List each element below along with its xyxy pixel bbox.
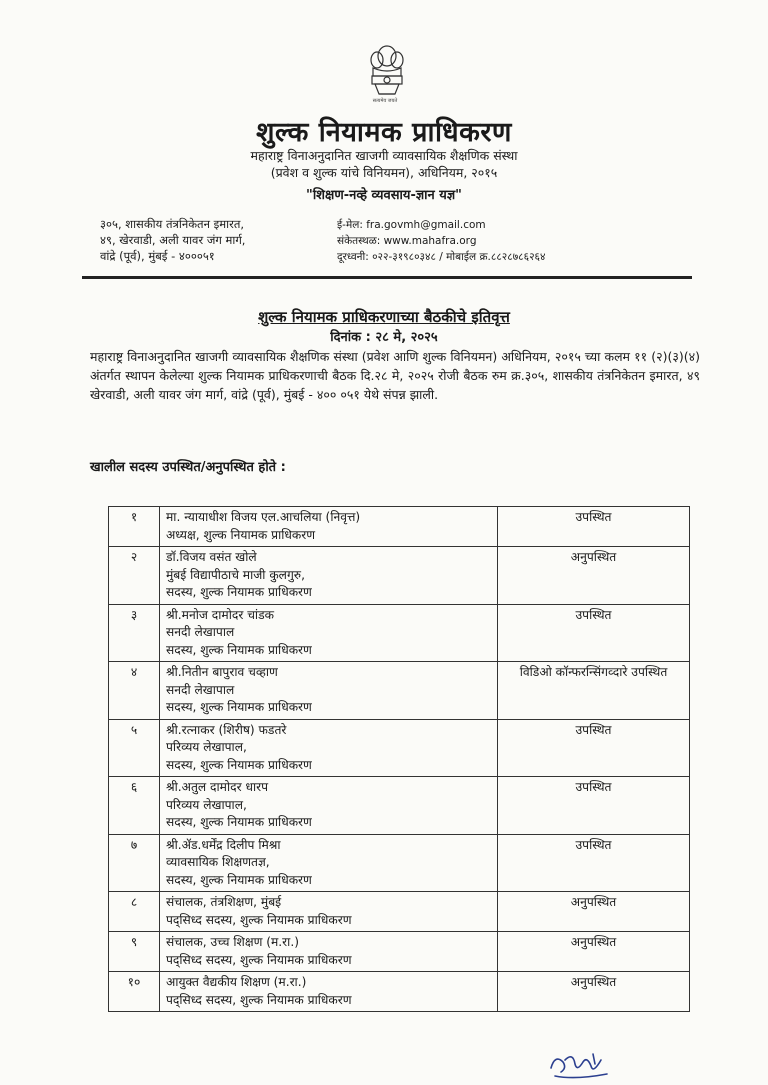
member-number: ५ xyxy=(109,719,160,777)
signature-mark xyxy=(545,1048,615,1082)
member-description xyxy=(160,662,498,720)
national-emblem-icon xyxy=(365,42,409,106)
member-description xyxy=(160,604,498,662)
authority-subtitle-line1: महाराष्ट्र विनाअनुदानित खाजगी व्यावसायिक शैक्षणिक संस्था xyxy=(250,148,518,163)
member-designation: सदस्य, शुल्क नियामक प्राधिकरण xyxy=(166,872,312,887)
table-row xyxy=(109,662,690,720)
emblem-motto: सत्यमेव जयते xyxy=(372,98,398,104)
member-number: १ xyxy=(109,507,160,547)
member-designation: पद्सिध्द सदस्य, शुल्क नियामक प्राधिकरण xyxy=(166,952,352,967)
table-row xyxy=(109,972,690,1012)
member-designation: सदस्य, शुल्क नियामक प्राधिकरण xyxy=(166,815,312,829)
member-designation: पद्सिध्द सदस्य, शुल्क नियामक प्राधिकरण xyxy=(166,992,352,1007)
authority-title: शुल्क नियामक प्राधिकरण xyxy=(256,117,512,148)
member-description xyxy=(160,932,498,972)
member-number: २ xyxy=(109,547,160,605)
members-table xyxy=(108,506,690,1012)
minutes-title xyxy=(0,307,768,327)
member-description xyxy=(160,777,498,835)
member-description xyxy=(160,507,498,547)
table-row xyxy=(109,507,690,547)
attendance-status: अनुपस्थित xyxy=(498,932,690,972)
member-designation: सनदी लेखापाल xyxy=(166,625,235,639)
member-name: श्री.रत्नाकर (शिरीष) फडतरे xyxy=(166,722,287,737)
office-address xyxy=(100,216,245,264)
table-row xyxy=(109,719,690,777)
address-line: वांद्रे (पूर्व), मुंबई - ४०००५१ xyxy=(100,249,215,263)
attendance-status: उपस्थित xyxy=(498,777,690,835)
member-name: श्री.नितीन बापुराव चव्हाण xyxy=(166,665,278,679)
table-row xyxy=(109,834,690,892)
member-name: मा. न्यायाधीश विजय एल.आचलिया (निवृत्त) xyxy=(166,510,361,524)
member-number: ९ xyxy=(109,932,160,972)
member-name: डॉ.विजय वसंत खोले xyxy=(166,550,257,564)
table-row xyxy=(109,547,690,605)
member-number: ८ xyxy=(109,892,160,932)
member-designation: मुंबई विद्यापीठाचे माजी कुलगुरु, xyxy=(166,567,305,582)
member-number: ७ xyxy=(109,834,160,892)
table-row xyxy=(109,777,690,835)
attendance-status: विडिओ कॉन्फरन्सिंगव्दारे उपस्थित xyxy=(498,662,690,720)
contact-details xyxy=(337,217,545,265)
member-designation: सनदी लेखापाल xyxy=(166,682,235,697)
member-designation: परिव्यय लेखापाल, xyxy=(166,740,247,754)
member-name: श्री.ॲड.धर्मेंद्र दिलीप मिश्रा xyxy=(166,837,281,852)
member-name: संचालक, उच्च शिक्षण (म.रा.) xyxy=(166,935,299,949)
member-description xyxy=(160,834,498,892)
member-designation: परिव्यय लेखापाल, xyxy=(166,797,247,812)
member-designation: सदस्य, शुल्क नियामक प्राधिकरण xyxy=(166,585,312,599)
address-line: ४९, खेरवाडी, अली यावर जंग मार्ग, xyxy=(100,233,246,247)
member-designation: व्यावसायिक शिक्षणतज्ञ, xyxy=(166,855,270,869)
member-description xyxy=(160,719,498,777)
table-row xyxy=(109,932,690,972)
attendance-status: उपस्थित xyxy=(498,604,690,662)
contact-website: संकेतस्थळ: www.mahafra.org xyxy=(337,235,477,247)
attendance-status: अनुपस्थित xyxy=(498,547,690,605)
attendance-status: अनुपस्थित xyxy=(498,892,690,932)
attendance-status: उपस्थित xyxy=(498,834,690,892)
member-number: १० xyxy=(109,972,160,1012)
minutes-intro-paragraph: महाराष्ट्र विनाअनुदानित खाजगी व्यावसायिक शैक्षणिक संस्था (प्रवेश आणि शुल्क विनियमन) अधिनियम, २०१५ च्या कलम ११ (२)(३)(४) अंतर्गत स्थापन केलेल्या शुल्क नियामक प्राधिकरणाची बैठक दि.२८ मे, २०२५ रोजी बैठक रुम क्र.३०५, शासकीय तंत्रनिकेतन इमारत, ४९ खेरवाडी, अली यावर जंग मार्ग, वांद्रे (पूर्व), मुंबई - ४०० ०५१ येथे संपन्न झाली. xyxy=(90,349,700,403)
table-row xyxy=(109,604,690,662)
attendance-status: उपस्थित xyxy=(498,507,690,547)
header-divider xyxy=(82,276,692,279)
member-number: ४ xyxy=(109,662,160,720)
authority-subtitle-line2: (प्रवेश व शुल्क यांचे विनियमन), अधिनियम, २०१५ xyxy=(270,165,498,180)
member-description xyxy=(160,547,498,605)
member-designation: सदस्य, शुल्क नियामक प्राधिकरण xyxy=(166,757,312,772)
member-name: संचालक, तंत्रशिक्षण, मुंबई xyxy=(166,895,282,909)
member-designation: सदस्य, शुल्क नियामक प्राधिकरण xyxy=(166,700,312,714)
minutes-date: दिनांक : २८ मे, २०२५ xyxy=(330,330,438,345)
members-heading: खालील सदस्य उपस्थित/अनुपस्थित होते : xyxy=(90,460,286,475)
table-row xyxy=(109,892,690,932)
member-designation: पद्सिध्द सदस्य, शुल्क नियामक प्राधिकरण xyxy=(166,912,352,927)
attendance-status: अनुपस्थित xyxy=(498,972,690,1012)
member-name: श्री.मनोज दामोदर चांडक xyxy=(166,607,274,622)
authority-motto: "शिक्षण-नव्हे व्यवसाय-ज्ञान यज्ञ" xyxy=(306,188,462,203)
contact-email: ई-मेल: fra.govmh@gmail.com xyxy=(337,219,486,231)
member-number: ६ xyxy=(109,777,160,835)
address-line: ३०५, शासकीय तंत्रनिकेतन इमारत, xyxy=(100,217,245,231)
member-designation: सदस्य, शुल्क नियामक प्राधिकरण xyxy=(166,642,312,657)
attendance-status: उपस्थित xyxy=(498,719,690,777)
minutes-title-text: शुल्क नियामक प्राधिकरणाच्या बैठकीचे इतिवृत्त xyxy=(258,308,510,326)
member-designation: अध्यक्ष, शुल्क नियामक प्राधिकरण xyxy=(166,527,316,542)
member-name: श्री.अतुल दामोदर धारप xyxy=(166,780,269,794)
member-description xyxy=(160,892,498,932)
member-name: आयुक्त वैद्यकीय शिक्षण (म.रा.) xyxy=(166,975,307,989)
member-number: ३ xyxy=(109,604,160,662)
contact-phone: दूरध्वनी: ०२२-३१९८०३४८ / मोबाईल क्र.८८२८७८६२६४ xyxy=(337,251,546,263)
member-description xyxy=(160,972,498,1012)
